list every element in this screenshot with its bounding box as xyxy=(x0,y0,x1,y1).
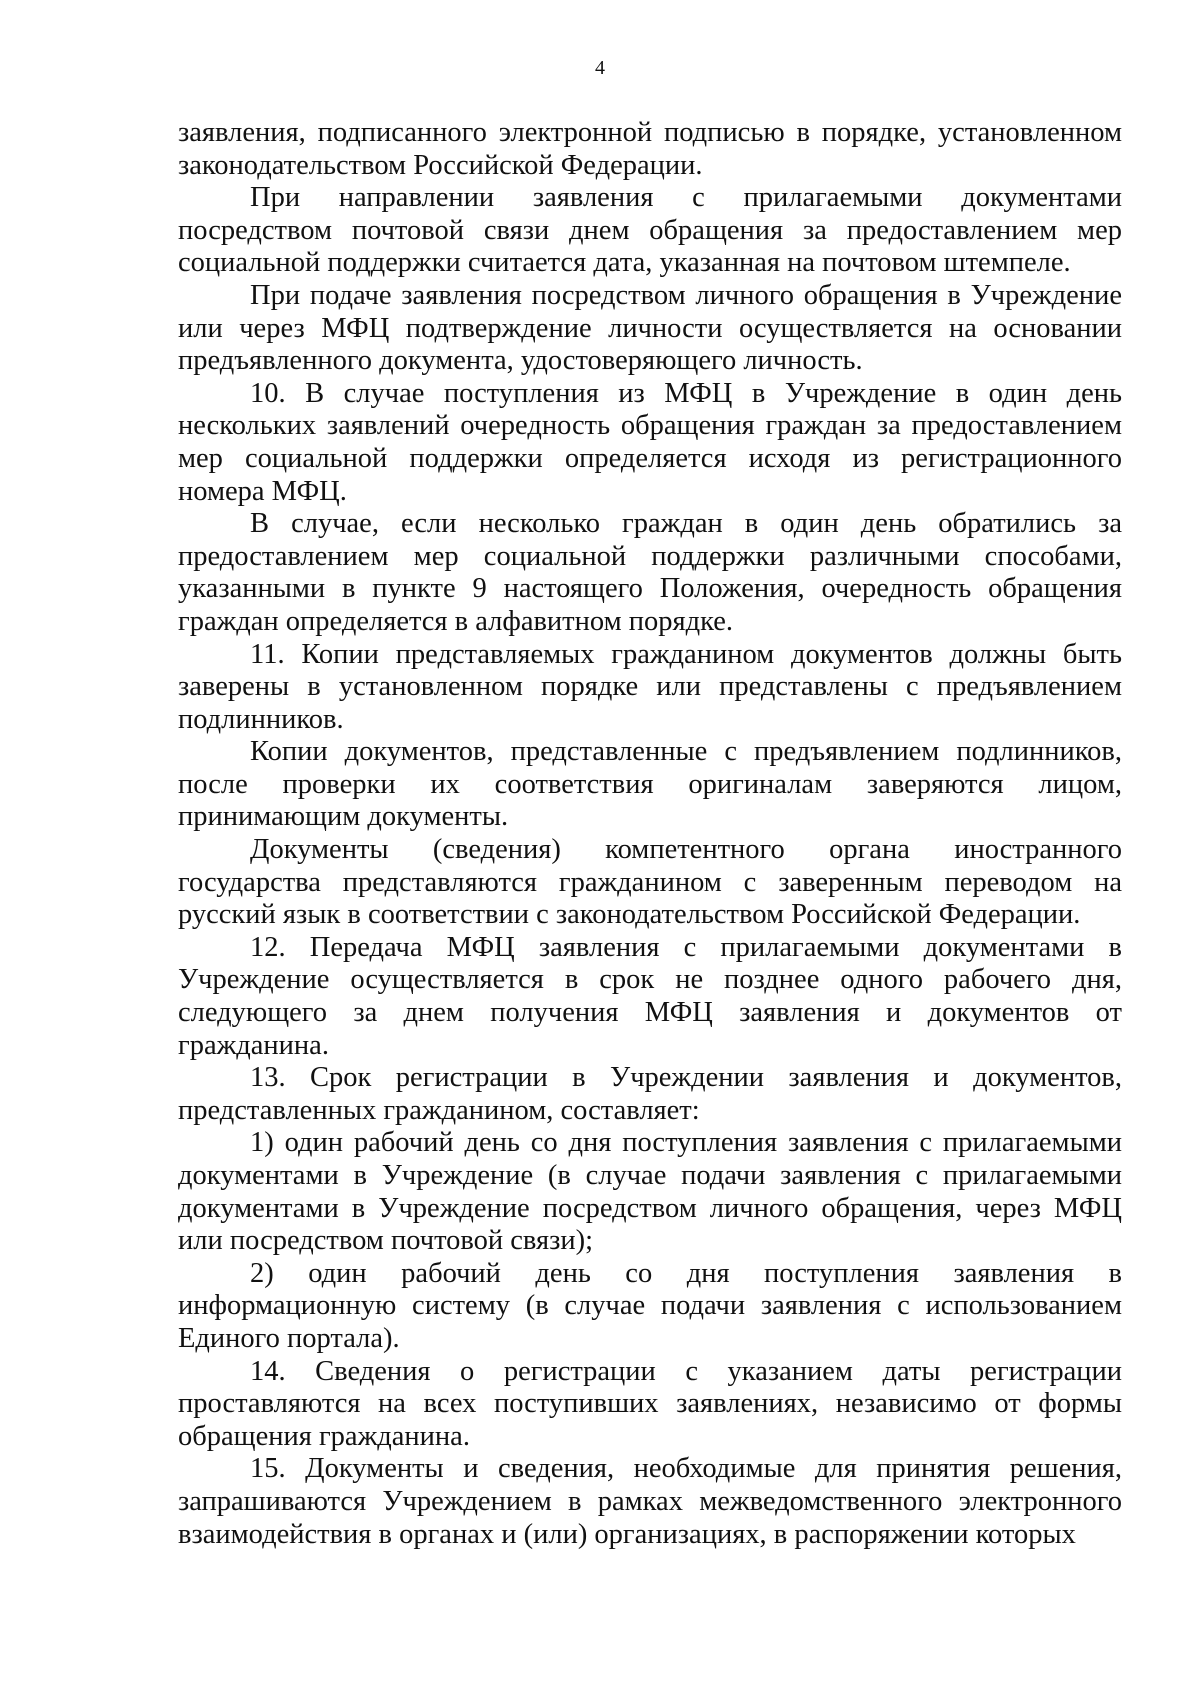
paragraph-text: Документы (сведения) компетентного органа иностранного государства представляются гражданином с заверенным переводом на русский язык в соответствии с законодательством Российской Федерации. xyxy=(178,834,1122,931)
subclause-number: 1) xyxy=(250,1127,274,1159)
paragraph-alphabetical-order xyxy=(178,508,1122,638)
paragraph-text: В случае поступления из МФЦ в Учреждение в один день нескольких заявлений очередность обращения граждан за предоставлением мер социальной поддержки определяется исходя из регистрационного номера МФЦ. xyxy=(178,377,1122,507)
paragraph-text: Срок регистрации в Учреждении заявления и документов, представленных гражданином, составляет: xyxy=(178,1062,1122,1126)
clause-13 xyxy=(178,1062,1122,1127)
paragraph-text: Копии представляемых гражданином документов должны быть заверены в установленном порядке или представлены с предъявлением подлинников. xyxy=(178,638,1123,735)
clause-number: 11. xyxy=(250,638,285,670)
paragraph-postal-submission xyxy=(178,182,1122,280)
clause-number: 12. xyxy=(250,931,286,963)
clause-number: 10. xyxy=(250,377,286,409)
paragraph-copies-certification xyxy=(178,736,1122,834)
paragraph-text: При подаче заявления посредством личного обращения в Учреждение или через МФЦ подтверждение личности осуществляется на основании предъявленного документа, удостоверяющего личность. xyxy=(178,279,1122,377)
subclause-13-1 xyxy=(178,1127,1122,1257)
paragraph-text: один рабочий день со дня поступления заявления с прилагаемыми документами в Учреждение (в случае подачи заявления с прилагаемыми документами в Учреждение посредством личного обращения, через МФЦ или посредством почтовой связи); xyxy=(178,1127,1123,1257)
paragraph-text: При направлении заявления с прилагаемыми документами посредством почтовой связи днем обращения за предоставлением мер социальной поддержки считается дата, указанная на почтовом штемпеле. xyxy=(178,182,1122,279)
clause-14 xyxy=(178,1356,1122,1454)
clause-number: 13. xyxy=(250,1062,286,1094)
paragraph-text: один рабочий день со дня поступления заявления в информационную систему (в случае подачи заявления с использованием Единого портала). xyxy=(178,1257,1123,1354)
paragraph-text: Документы и сведения, необходимые для принятия решения, запрашиваются Учреждением в рамках межведомственного электронного взаимодействия в органах и (или) организациях, в распоряжении которых xyxy=(178,1453,1122,1550)
document-body xyxy=(178,117,1122,1551)
paragraph-identity-confirmation xyxy=(178,280,1122,378)
clause-number: 15. xyxy=(250,1453,286,1485)
paragraph-text: Сведения о регистрации с указанием даты регистрации проставляются на всех поступивших заявлениях, независимо от формы обращения гражданина. xyxy=(178,1355,1123,1452)
paragraph-text: заявления, подписанного электронной подписью в порядке, установленном законодательством Российской Федерации. xyxy=(178,117,1122,181)
paragraph-continuation xyxy=(178,117,1122,182)
clause-12 xyxy=(178,932,1122,1062)
paragraph-foreign-documents xyxy=(178,834,1122,932)
clause-10 xyxy=(178,378,1122,508)
paragraph-text: Передача МФЦ заявления с прилагаемыми документами в Учреждение осуществляется в срок не позднее одного рабочего дня, следующего за днем получения МФЦ заявления и документов от гражданина. xyxy=(178,931,1122,1061)
subclause-number: 2) xyxy=(250,1257,274,1289)
clause-number: 14. xyxy=(250,1355,286,1387)
clause-11 xyxy=(178,639,1122,737)
paragraph-text: Копии документов, представленные с предъявлением подлинников, после проверки их соответствия оригиналам заверяются лицом, принимающим документы. xyxy=(178,736,1122,833)
subclause-13-2 xyxy=(178,1258,1122,1356)
paragraph-text: В случае, если несколько граждан в один день обратились за предоставлением мер социальной поддержки различными способами, указанными в пункте 9 настоящего Положения, очередность обращения граждан определяется в алфавитном порядке. xyxy=(178,508,1122,637)
page-number: 4 xyxy=(595,57,605,79)
clause-15 xyxy=(178,1453,1122,1551)
